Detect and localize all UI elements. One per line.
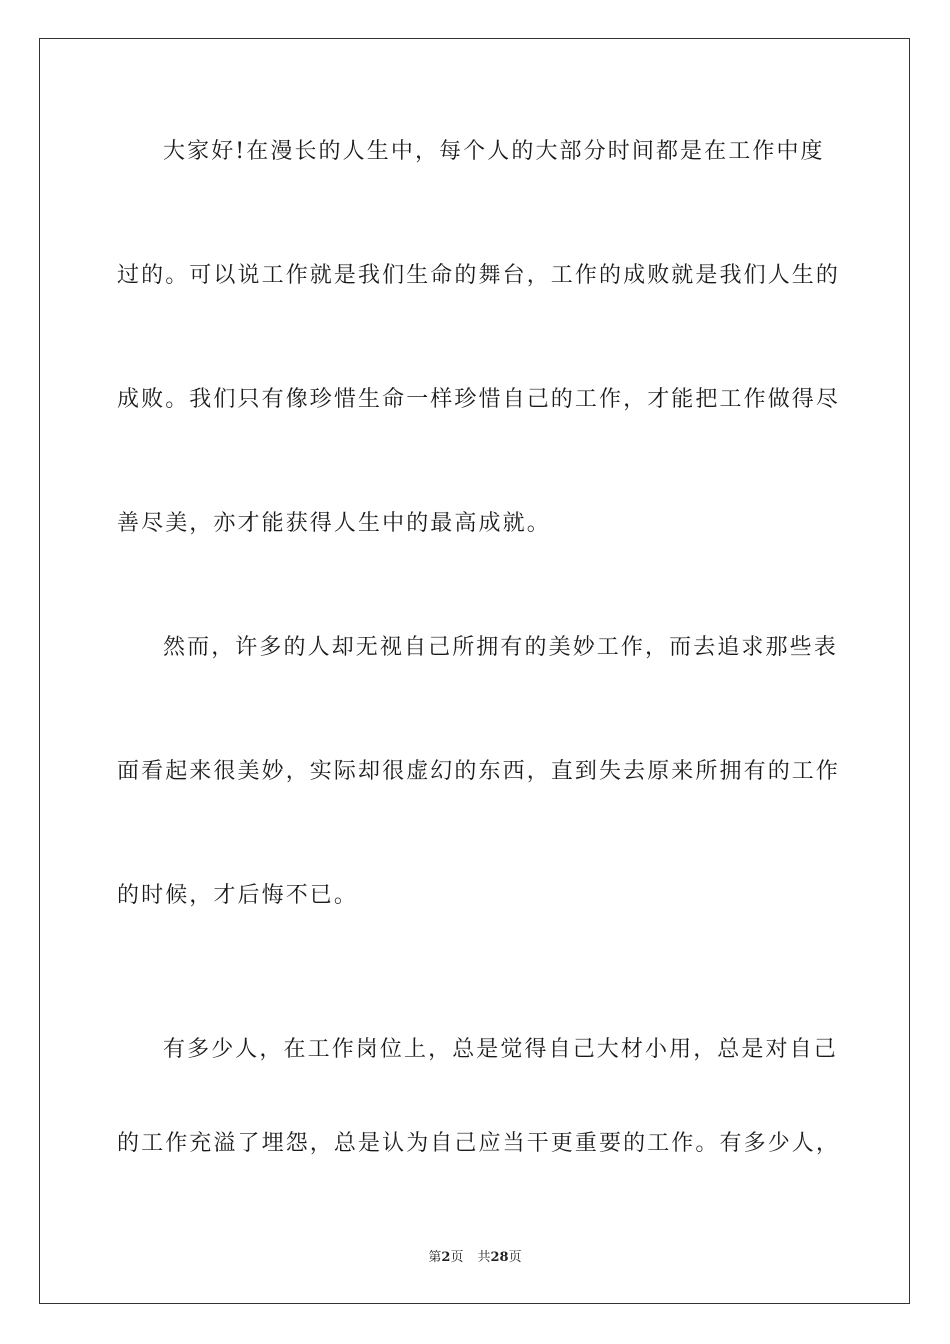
page-number: 2 xyxy=(441,1250,451,1265)
total-pages: 28 xyxy=(490,1250,509,1265)
page-border xyxy=(39,38,910,1304)
paragraph-1-line-1: 大家好!在漫长的人生中，每个人的大部分时间都是在工作中度 xyxy=(163,139,825,164)
paragraph-2-line-1: 然而，许多的人却无视自己所拥有的美妙工作，而去追求那些表 xyxy=(163,635,838,660)
paragraph-2-line-2: 面看起来很美妙，实际却很虚幻的东西，直到失去原来所拥有的工作 xyxy=(117,759,841,784)
total-prefix: 共 xyxy=(477,1250,491,1265)
page-suffix: 页 xyxy=(450,1250,464,1265)
paragraph-1-line-2: 过的。可以说工作就是我们生命的舞台，工作的成败就是我们人生的 xyxy=(117,263,841,288)
paragraph-2-line-3: 的时候，才后悔不已。 xyxy=(117,883,359,908)
total-suffix: 页 xyxy=(508,1250,522,1265)
page-prefix: 第 xyxy=(428,1250,442,1265)
paragraph-1-line-3: 成败。我们只有像珍惜生命一样珍惜自己的工作，才能把工作做得尽 xyxy=(117,387,841,412)
paragraph-3-line-1: 有多少人，在工作岗位上，总是觉得自己大材小用，总是对自己 xyxy=(163,1037,838,1062)
paragraph-1-line-4: 善尽美，亦才能获得人生中的最高成就。 xyxy=(117,511,551,536)
page-footer xyxy=(0,1246,950,1265)
paragraph-3-line-2: 的工作充溢了埋怨，总是认为自己应当干更重要的工作。有多少人， xyxy=(117,1131,841,1156)
